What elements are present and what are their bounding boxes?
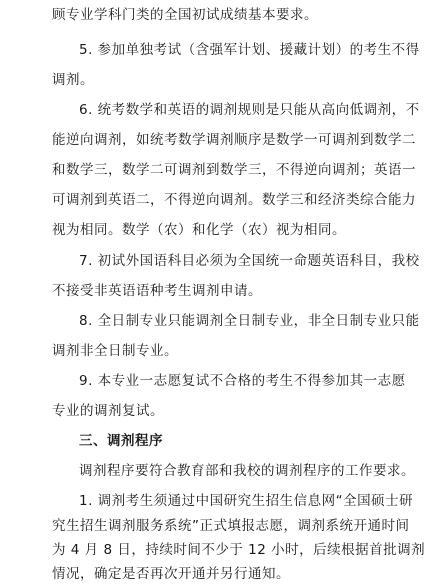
text-line: 1. 调剂考生须通过中国研究生招生信息网“全国硕士研 — [79, 493, 414, 509]
text-line: 8. 全日制专业只能调剂全日制专业，非全日制专业只能 — [79, 313, 420, 329]
text-line: 7. 初试外国语科目必须为全国统一命题英语科目，我校 — [79, 253, 420, 269]
text-line: 视为相同。数学（农）和化学（农）视为相同。 — [52, 222, 346, 238]
text-line: 可调剂到英语二，不得逆向调剂。数学三和经济类综合能力 — [52, 192, 416, 208]
text-line: 调剂程序要符合教育部和我校的调剂程序的工作要求。 — [79, 463, 415, 479]
text-line: 调剂。 — [52, 72, 94, 88]
text-line: 能逆向调剂，如统考数学调剂顺序是数学一可调剂到数学二 — [52, 132, 416, 148]
text-line: 5. 参加单独考试（含强军计划、援藏计划）的考生不得 — [79, 42, 420, 58]
text-line: 究生招生调剂服务系统”正式填报志愿，调剂系统开通时间 — [52, 518, 410, 534]
text-line: 和数学三，数学二可调剂到数学三，不得逆向调剂；英语一 — [52, 162, 416, 178]
text-line: 6. 统考数学和英语的调剂规则是只能从高向低调剂，不 — [79, 102, 420, 118]
text-line: 调剂非全日制专业。 — [52, 343, 178, 359]
text-line: 情况，确定是否再次开通并另行通知。 — [52, 566, 290, 582]
text-line: 为 4 月 8 日，持续时间不少于 12 小时，后续根据首批调剂 — [52, 542, 426, 558]
section-heading: 三、调剂程序 — [79, 433, 163, 449]
text-line: 专业的调剂复试。 — [52, 403, 164, 419]
text-line: 9. 本专业一志愿复试不合格的考生不得参加其一志愿 — [79, 373, 406, 389]
text-line: 不接受非英语语种考生调剂申请。 — [52, 283, 262, 299]
text-line: 顾专业学科门类的全国初试成绩基本要求。 — [52, 7, 318, 23]
